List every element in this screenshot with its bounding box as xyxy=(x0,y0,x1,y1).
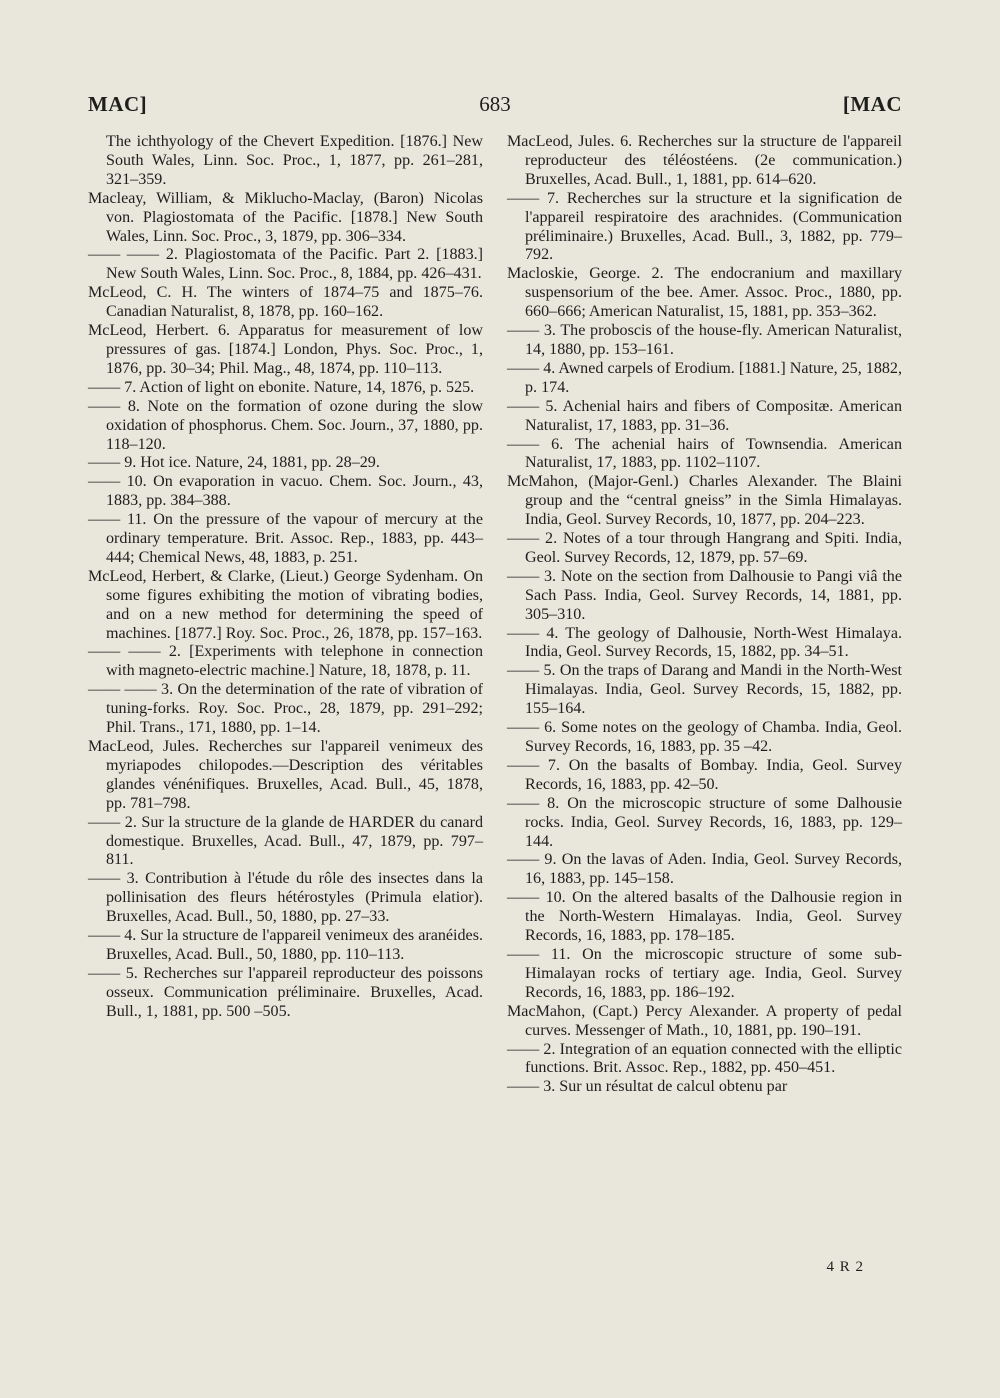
bibliography-entry: —— 5. On the traps of Darang and Mandi in the North-West Himalayas. India, Geol. Survey Records, 15, 1882, pp. 155–164. xyxy=(507,662,902,718)
bibliography-entry: Macloskie, George. 2. The endocranium and maxillary suspensorium of the bee. Amer. Assoc. Proc., 1880, pp. 660–666; American Naturalist, 15, 1881, pp. 353–362. xyxy=(507,265,902,321)
bibliography-entry: —— 4. Sur la structure de l'appareil venimeux des aranéides. Bruxelles, Acad. Bull., 50, 1880, pp. 110–113. xyxy=(88,927,483,963)
bibliography-entry: The ichthyology of the Chevert Expedition. [1876.] New South Wales, Linn. Soc. Proc., 1, 1877, pp. 261–281, 321–359. xyxy=(106,133,483,188)
left-column xyxy=(88,133,483,1022)
bibliography-entry: MacLeod, Jules. Recherches sur l'appareil venimeux des myriapodes chilopodes.—Description des véritables glandes vénénifiques. Bruxelles, Acad. Bull., 45, 1878, pp. 781–798. xyxy=(88,738,483,812)
bibliography-entry: —— 7. Action of light on ebonite. Nature, 14, 1876, p. 525. xyxy=(88,378,475,396)
bibliography-entry: —— 6. Some notes on the geology of Chamba. India, Geol. Survey Records, 16, 1883, pp. 35 –42. xyxy=(507,719,902,755)
bibliography-entry: —— 2. Notes of a tour through Hangrang and Spiti. India, Geol. Survey Records, 12, 1879, pp. 57–69. xyxy=(507,530,902,566)
header-left-catchword: MAC] xyxy=(88,92,148,116)
bibliography-entry: McMahon, (Major-Genl.) Charles Alexander. The Blaini group and the “central gneiss” in the Simla Himalayas. India, Geol. Survey Records, 10, 1877, pp. 204–223. xyxy=(507,473,902,529)
bibliography-entry: Macleay, William, & Miklucho-Maclay, (Baron) Nicolas von. Plagiostomata of the Pacific. [1878.] New South Wales, Linn. Soc. Proc., 3, 1879, pp. 306–334. xyxy=(88,189,483,245)
bibliography-entry: —— 2. Integration of an equation connected with the elliptic functions. Brit. Assoc. Rep., 1882, pp. 450–451. xyxy=(507,1040,902,1077)
bibliography-entry: —— 3. The proboscis of the house-fly. American Naturalist, 14, 1880, pp. 153–161. xyxy=(507,322,902,358)
bibliography-entry: —— 9. Hot ice. Nature, 24, 1881, pp. 28–29. xyxy=(88,454,380,472)
bibliography-entry: —— 2. Sur la structure de la glande de HARDER du canard domestique. Bruxelles, Acad. Bull., 47, 1879, pp. 797–811. xyxy=(88,813,483,869)
bibliography-entry: —— 11. On the microscopic structure of some sub-Himalayan rocks of tertiary age. India, Geol. Survey Records, 16, 1883, pp. 186–192. xyxy=(507,945,902,1001)
bibliography-entry: —— 9. On the lavas of Aden. India, Geol. Survey Records, 16, 1883, pp. 145–158. xyxy=(507,851,902,888)
bibliography-entry: —— 5. Recherches sur l'appareil reproducteur des poissons osseux. Communication préliminaire. Bruxelles, Acad. Bull., 1, 1881, pp. 500 –505. xyxy=(88,964,483,1020)
bibliography-entry: —— 6. The achenial hairs of Townsendia. American Naturalist, 17, 1883, pp. 1102–1107. xyxy=(507,435,902,472)
bibliography-entry: MacLeod, Jules. 6. Recherches sur la structure de l'appareil reproducteur des téléostéens. (2e communication.) Bruxelles, Acad. Bull., 1, 1881, pp. 614–620. xyxy=(507,133,902,188)
bibliography-entry: —— 3. Contribution à l'étude du rôle des insectes dans la pollinisation des fleurs hétérostyles (Primula elatior). Bruxelles, Acad. Bull., 50, 1880, pp. 27–33. xyxy=(88,870,483,926)
bibliography-entry: —— 8. Note on the formation of ozone during the slow oxidation of phosphorus. Chem. Soc. Journ., 37, 1880, pp. 118–120. xyxy=(88,397,483,453)
bibliography-entry: —— 10. On the altered basalts of the Dalhousie region in the North-Western Himalayas. India, Geol. Survey Records, 16, 1883, pp. 178–185. xyxy=(507,889,902,945)
bibliography-entry: —— 8. On the microscopic structure of some Dalhousie rocks. India, Geol. Survey Records, 16, 1883, pp. 129–144. xyxy=(507,794,902,850)
bibliography-entry: —— —— 3. On the determination of the rate of vibration of tuning-forks. Roy. Soc. Proc., 28, 1879, pp. 291–292; Phil. Trans., 171, 1880, pp. 1–14. xyxy=(88,681,483,737)
header-right-catchword: [MAC xyxy=(842,92,902,116)
page-number: 683 xyxy=(479,92,511,116)
bibliography-entry: —— —— 2. Plagiostomata of the Pacific. Part 2. [1883.] New South Wales, Linn. Soc. Proc., 8, 1884, pp. 426–431. xyxy=(88,246,483,283)
bibliography-entry: —— 10. On evaporation in vacuo. Chem. Soc. Journ., 43, 1883, pp. 384–388. xyxy=(88,473,483,510)
bibliography-entry: —— 5. Achenial hairs and fibers of Compositæ. American Naturalist, 17, 1883, pp. 31–36. xyxy=(507,397,902,434)
bibliography-entry: —— —— 2. [Experiments with telephone in connection with magneto-electric machine.] Nature, 18, 1878, p. 11. xyxy=(88,643,483,680)
bibliography-entry: —— 4. The geology of Dalhousie, North-West Himalaya. India, Geol. Survey Records, 15, 1882, pp. 34–51. xyxy=(507,624,902,661)
bibliography-entry: —— 4. Awned carpels of Erodium. [1881.] Nature, 25, 1882, p. 174. xyxy=(507,359,902,396)
signature-mark: 4 R 2 xyxy=(826,1259,864,1275)
bibliography-entry: McLeod, Herbert. 6. Apparatus for measurement of low pressures of gas. [1874.] London, Phys. Soc. Proc., 1, 1876, pp. 30–34; Phil. Mag., 48, 1874, pp. 110–113. xyxy=(88,322,483,377)
bibliography-entry: —— 7. On the basalts of Bombay. India, Geol. Survey Records, 16, 1883, pp. 42–50. xyxy=(507,756,902,793)
bibliography-entry: —— 11. On the pressure of the vapour of mercury at the ordinary temperature. Brit. Assoc. Rep., 1883, pp. 443–444; Chemical News, 48, 1883, p. 251. xyxy=(88,511,483,566)
bibliography-entry: MacMahon, (Capt.) Percy Alexander. A property of pedal curves. Messenger of Math., 10, 1881, pp. 190–191. xyxy=(507,1002,902,1039)
bibliography-entry: —— 3. Sur un résultat de calcul obtenu par xyxy=(507,1078,788,1096)
right-column xyxy=(507,133,902,1097)
bibliography-entry: —— 7. Recherches sur la structure et la signification de l'appareil respiratoire des arachnides. (Communication préliminaire.) Bruxelles, Acad. Bull., 3, 1882, pp. 779–792. xyxy=(507,189,902,264)
bibliography-entry: —— 3. Note on the section from Dalhousie to Pangi viâ the Sach Pass. India, Geol. Survey Records, 14, 1881, pp. 305–310. xyxy=(507,567,902,623)
bibliography-entry: McLeod, C. H. The winters of 1874–75 and 1875–76. Canadian Naturalist, 8, 1878, pp. 160–162. xyxy=(88,284,483,321)
running-header xyxy=(88,92,902,126)
bibliography-entry: McLeod, Herbert, & Clarke, (Lieut.) George Sydenham. On some figures exhibiting the motion of vibrating bodies, and on a new method for determining the speed of machines. [1877.] Roy. Soc. Proc., 26, 1878, pp. 157–163. xyxy=(88,567,483,642)
